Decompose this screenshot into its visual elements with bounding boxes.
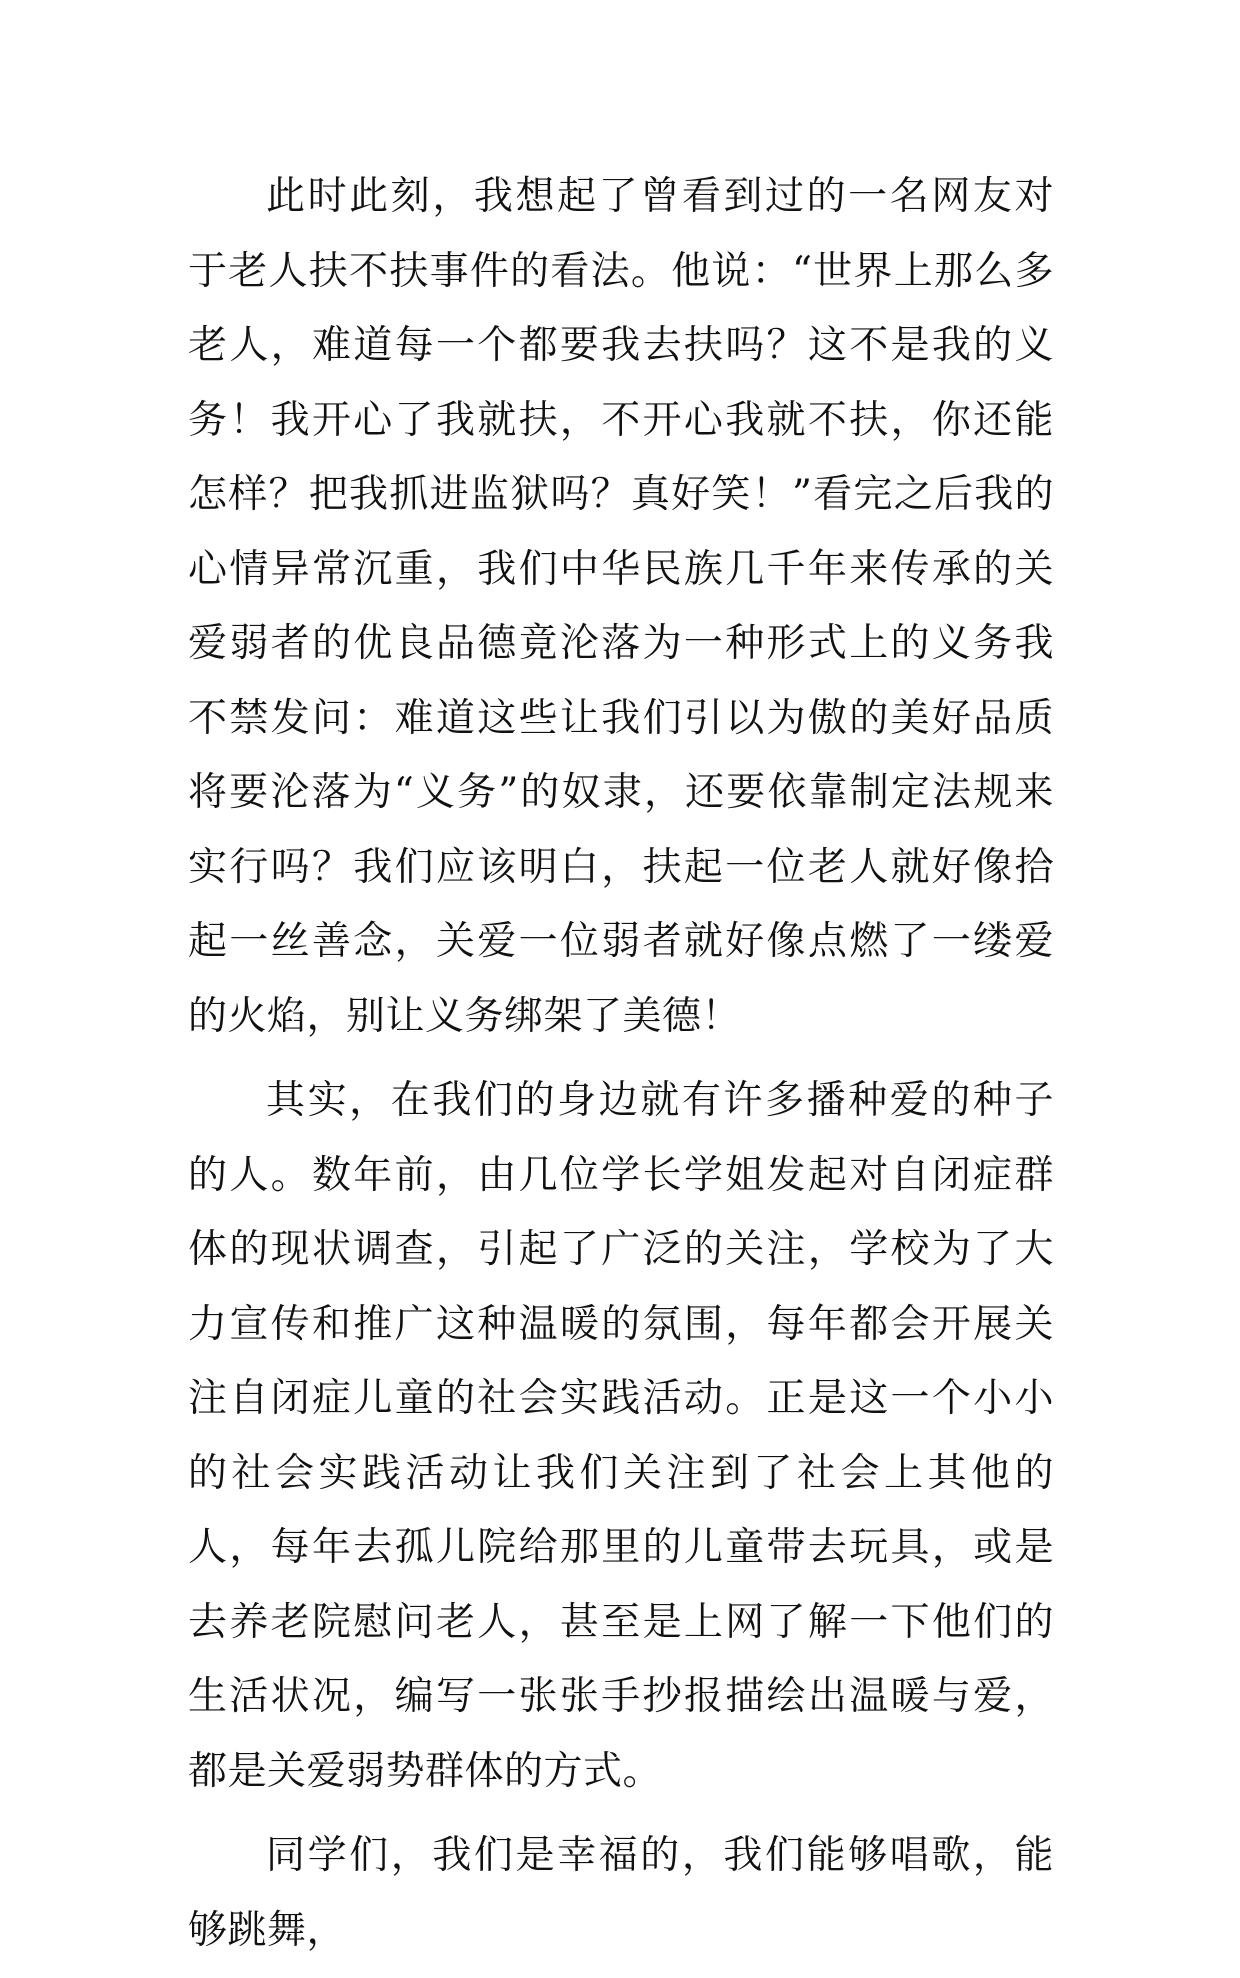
paragraph-1: 此时此刻，我想起了曾看到过的一名网友对于老人扶不扶事件的看法。他说：“世界上那么多老人，难道每一个都要我去扶吗？这不是我的义务！我开心了我就扶，不开心我就不扶，你还能怎样？把我抓进监狱吗？真好笑！”看完之后我的心情异常沉重，我们中华民族几千年来传承的关爱弱者的优良品德竟沦落为一种形式上的义务我不禁发问：难道这些让我们引以为傲的美好品质将要沦落为“义务”的奴隶，还要依靠制定法规来实行吗？我们应该明白，扶起一位老人就好像拾起一丝善念，关爱一位弱者就好像点燃了一缕爱的火焰，别让义务绑架了美德！ <box>188 174 1054 1039</box>
paragraph-2: 其实，在我们的身边就有许多播种爱的种子的人。数年前，由几位学长学姐发起对自闭症群体的现状调查，引起了广泛的关注，学校为了大力宣传和推广这种温暖的氛围，每年都会开展关注自闭症儿童的社会实践活动。正是这一个小小的社会实践活动让我们关注到了社会上其他的人，每年去孤儿院给那里的儿童带去玩具，或是去养老院慰问老人，甚至是上网了解一下他们的生活状况，编写一张张手抄报描绘出温暖与爱，都是关爱弱势群体的方式。 <box>188 1078 1054 1794</box>
document-body <box>188 160 1054 1978</box>
paragraph-3: 同学们，我们是幸福的，我们能够唱歌，能够跳舞， <box>188 1833 1054 1953</box>
